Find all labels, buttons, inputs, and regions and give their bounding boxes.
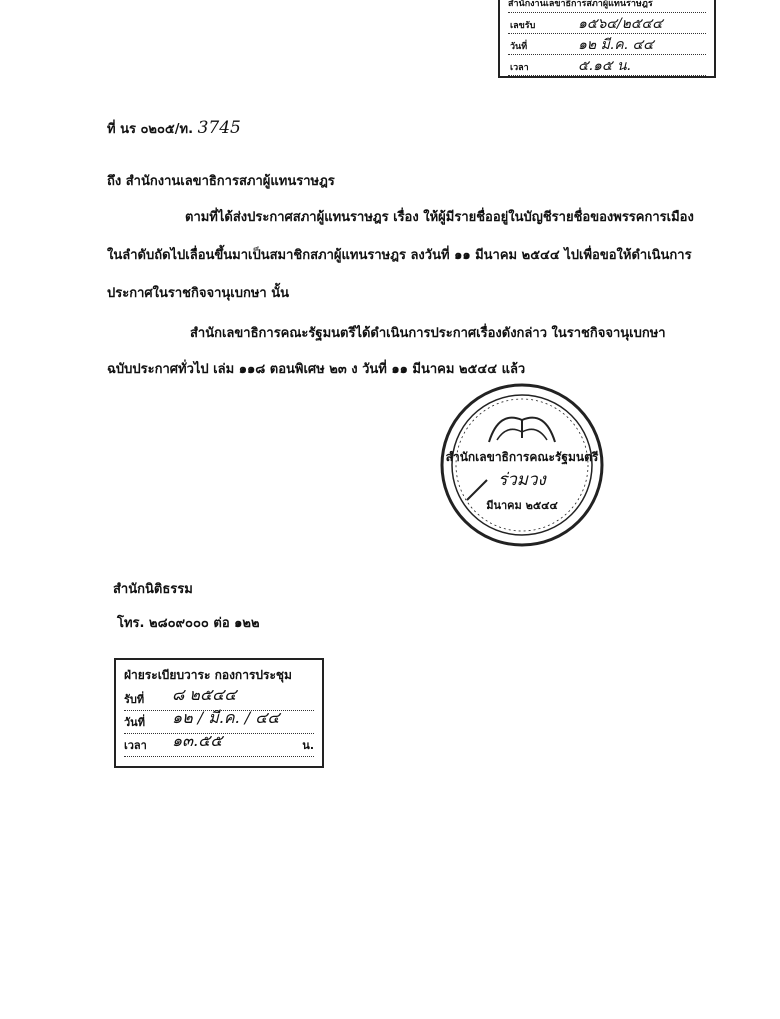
receiving-stamp (498, 0, 716, 78)
agenda-stamp-received-value: ๘ ๒๕๔๔ (172, 685, 237, 704)
reference-number (107, 118, 241, 139)
footer-office: สำนักนิติธรรม (113, 582, 193, 597)
agenda-stamp-title: ฝ่ายระเบียบวาระ กองการประชุม (124, 668, 292, 682)
reference-prefix: ที่ นร ๐๒๐๕/ท. (107, 122, 194, 137)
receiving-stamp-time-label: เวลา (510, 63, 529, 73)
receiving-stamp-office: สำนักงานเลขาธิการสภาผู้แทนราษฎร (508, 0, 706, 13)
receiving-stamp-date-label: วันที่ (510, 42, 528, 52)
receiving-stamp-date-row (508, 34, 706, 55)
seal-signature: ร่วมวง (498, 470, 546, 490)
body-paragraph-1-line-1: ตามที่ได้ส่งประกาศสภาผู้แทนราษฎร เรื่อง ให้ผู้มีรายชื่ออยู่ในบัญชีรายชื่อของพรรคการเมือง (185, 210, 694, 225)
receiving-stamp-number-row (508, 13, 706, 34)
agenda-stamp-time-row (124, 731, 314, 757)
receiving-stamp-number-value: ๑๕๖๔/๒๕๔๔ (578, 16, 663, 32)
receiving-stamp-number-label: เลขรับ (510, 21, 536, 31)
body-paragraph-1-line-2: ในลำดับถัดไปเลื่อนขึ้นมาเป็นสมาชิกสภาผู้แทนราษฎร ลงวันที่ ๑๑ มีนาคม ๒๕๔๔ ไปเพื่อขอให้ดำเนินการ (107, 248, 692, 263)
body-paragraph-2-line-2: ฉบับประกาศทั่วไป เล่ม ๑๑๘ ตอนพิเศษ ๒๓ ง วันที่ ๑๑ มีนาคม ๒๕๔๔ แล้ว (107, 362, 526, 377)
agenda-stamp-time-label: เวลา (124, 739, 147, 752)
agenda-stamp (114, 658, 324, 768)
body-paragraph-1-line-3: ประกาศในราชกิจจานุเบกษา นั้น (107, 286, 290, 301)
receiving-stamp-time-row (508, 55, 706, 76)
agenda-stamp-received-label: รับที่ (124, 693, 145, 706)
receiving-stamp-time-value: ๕.๑๕ น. (578, 58, 631, 74)
agenda-stamp-time-suffix: น. (302, 739, 314, 752)
official-seal (437, 380, 607, 550)
agenda-stamp-date-value: ๑๒ / มี.ค. / ๔๔ (172, 708, 280, 727)
footer-phone: โทร. ๒๘๐๙๐๐๐ ต่อ ๑๒๒ (117, 616, 260, 631)
reference-handwritten-number: 3745 (197, 118, 241, 138)
addressee: ถึง สำนักงานเลขาธิการสภาผู้แทนราษฎร (107, 174, 335, 189)
agenda-stamp-date-label: วันที่ (124, 716, 145, 729)
seal-date: มีนาคม ๒๕๔๔ (486, 499, 558, 512)
seal-office-text: สำนักเลขาธิการคณะรัฐมนตรี (445, 450, 599, 464)
agenda-stamp-time-value: ๑๓.๕๕ (172, 731, 223, 750)
body-paragraph-2-line-1: สำนักเลขาธิการคณะรัฐมนตรีได้ดำเนินการประกาศเรื่องดังกล่าว ในราชกิจจานุเบกษา (190, 326, 666, 341)
receiving-stamp-date-value: ๑๒ มี.ค. ๔๔ (578, 37, 654, 53)
